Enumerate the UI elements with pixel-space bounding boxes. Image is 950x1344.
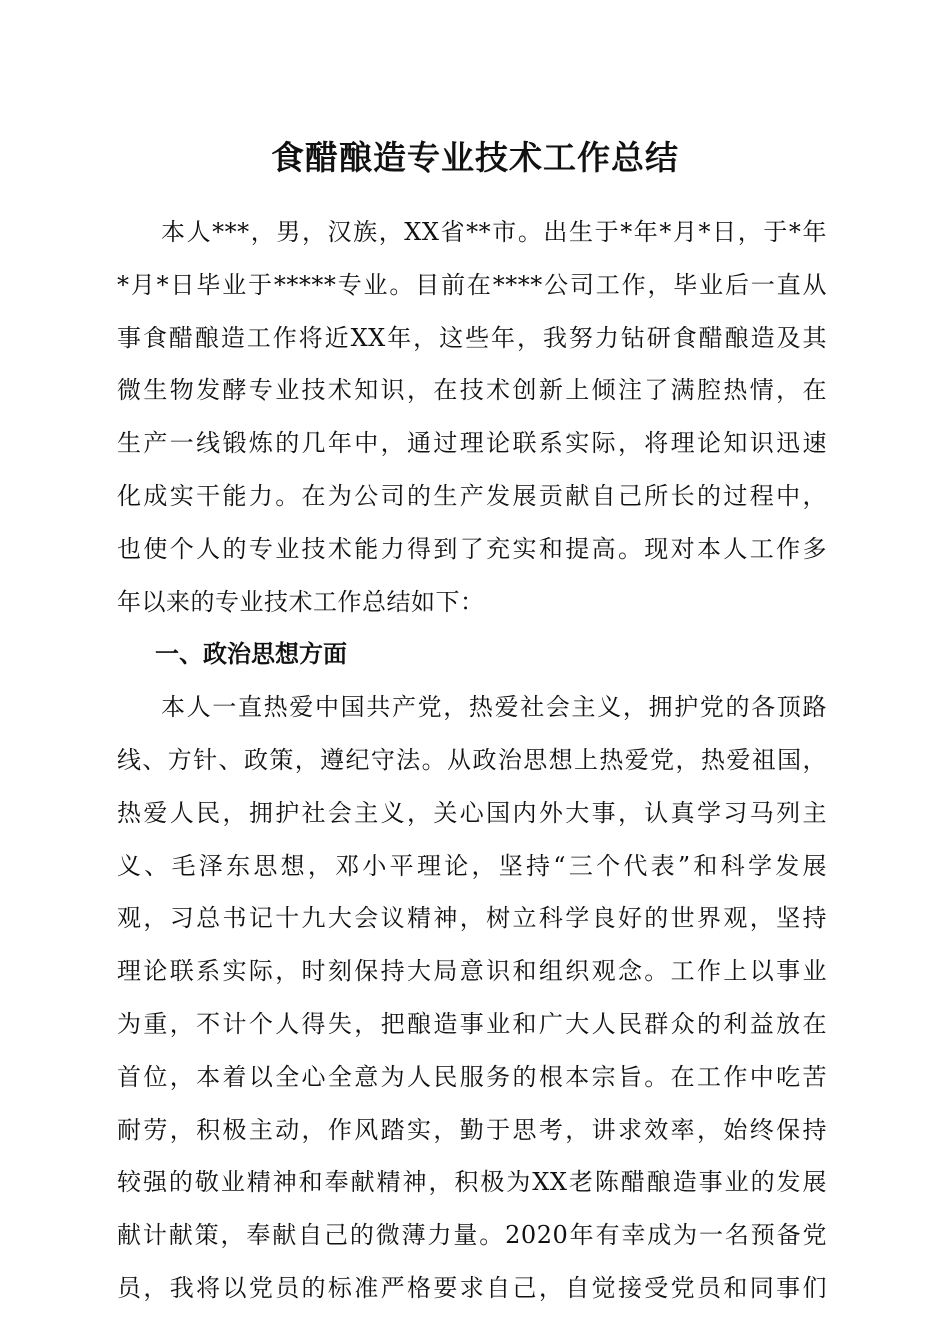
paragraph-line: 热爱人民，拥护社会主义，关心国内外大事，认真学习马列主 (117, 798, 827, 827)
section-heading: 一、政治思想方面 (155, 640, 347, 669)
document-body (117, 206, 827, 1315)
paragraph-line: 本人***，男，汉族，XX省**市。出生于*年*月*日，于*年 (161, 218, 827, 246)
paragraph-line: 微生物发酵专业技术知识，在技术创新上倾注了满腔热情，在 (117, 376, 827, 405)
paragraph-line: 本人一直热爱中国共产党，热爱社会主义，拥护党的各顶路 (161, 693, 827, 722)
paragraph-line: 较强的敬业精神和奉献精神，积极为XX老陈醋酿造事业的发展 (117, 1168, 827, 1197)
paragraph-line: 年以来的专业技术工作总结如下： (117, 587, 485, 616)
paragraph-line: 献计献策，奉献自己的微薄力量。2020年有幸成为一名预备党 (117, 1221, 827, 1250)
paragraph-line: 义、毛泽东思想，邓小平理论，坚持“三个代表”和科学发展 (117, 851, 827, 880)
paragraph-line: *月*日毕业于*****专业。目前在****公司工作，毕业后一直从 (117, 270, 827, 299)
paragraph-line: 也使个人的专业技术能力得到了充实和提高。现对本人工作多 (117, 534, 827, 563)
paragraph-line: 员，我将以党员的标准严格要求自己，自觉接受党员和同事们 (117, 1273, 827, 1302)
paragraph-line: 线、方针、政策，遵纪守法。从政治思想上热爱党，热爱祖国， (117, 745, 827, 774)
paragraph-line: 耐劳，积极主动，作风踏实，勤于思考，讲求效率，始终保持 (117, 1115, 827, 1144)
paragraph-line: 观，习总书记十九大会议精神，树立科学良好的世界观，坚持 (117, 904, 827, 933)
paragraph-line: 为重，不计个人得失，把酿造事业和广大人民群众的利益放在 (117, 1009, 827, 1038)
document-title: 食醋酿造专业技术工作总结 (271, 138, 679, 177)
paragraph-line: 事食醋酿造工作将近XX年，这些年，我努力钻研食醋酿造及其 (117, 323, 827, 352)
paragraph-line: 化成实干能力。在为公司的生产发展贡献自己所长的过程中， (117, 481, 827, 510)
paragraph-line: 首位，本着以全心全意为人民服务的根本宗旨。在工作中吃苦 (117, 1062, 827, 1091)
paragraph-line: 生产一线锻炼的几年中，通过理论联系实际，将理论知识迅速 (117, 429, 827, 458)
paragraph-line: 理论联系实际，时刻保持大局意识和组织观念。工作上以事业 (117, 957, 827, 986)
